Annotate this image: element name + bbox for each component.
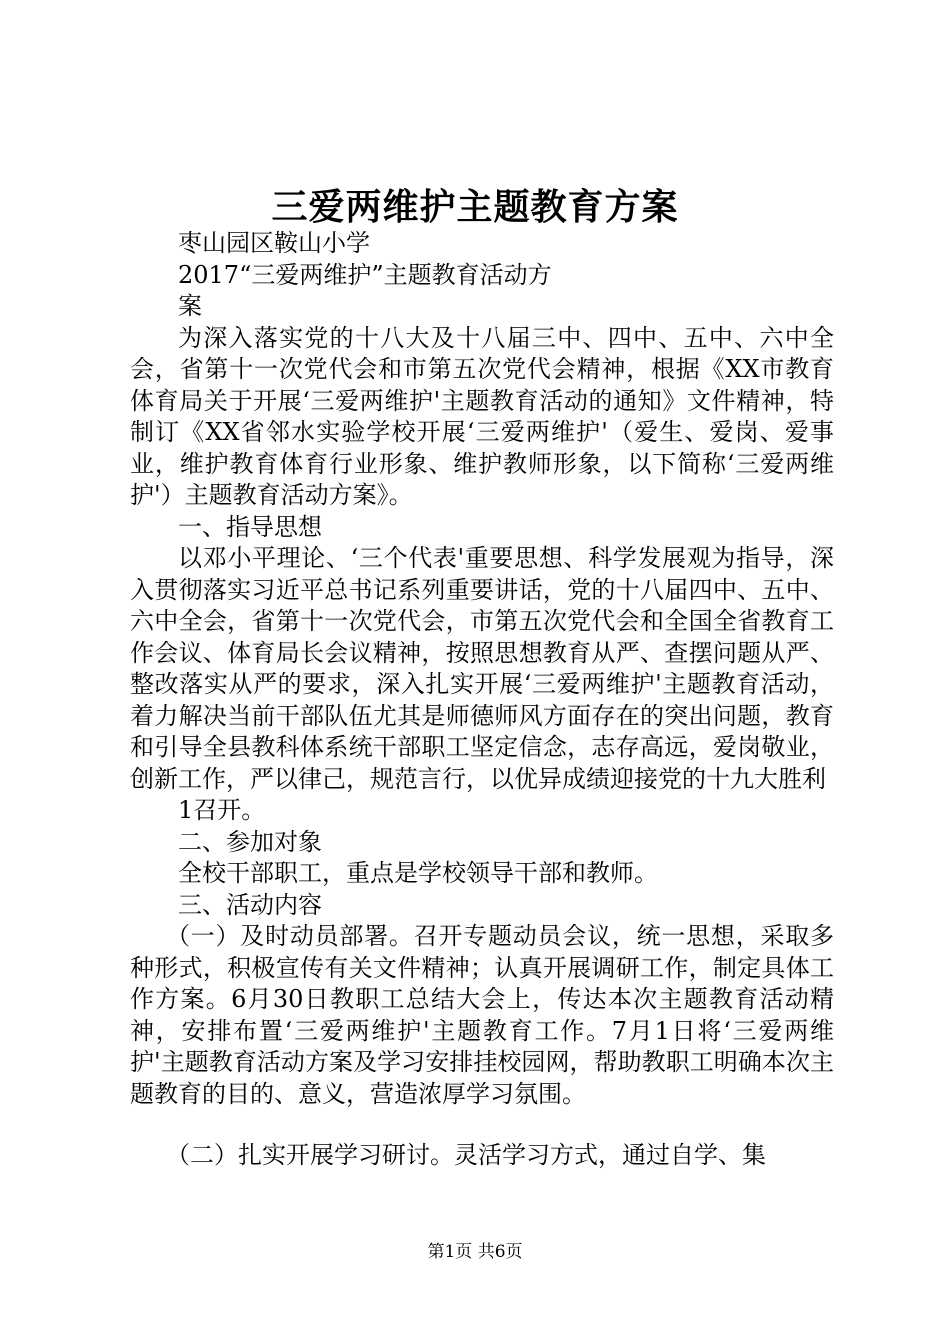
section-heading-participants: 二、参加对象 — [178, 827, 322, 856]
guiding-ideology-continued: 1召开。 — [178, 796, 266, 824]
page-footer: 第1页 共6页 — [427, 1242, 523, 1262]
intro-paragraph: 为深入落实党的十八大及十八届三中、四中、五中、六中全会，省第十一次党代会和市第五次党代会精神，根据《XX市教育体育局关于开展‘三爱两维护'主题教育活动的通知》文件精神，特制订《XX省邻水实验学校开展‘三爱两维护'（爱生、爱岗、爱事业，维护教育体育行业形象、维护教师形象，以下简称‘三爱两维护'）主题教育活动方案》。 — [130, 323, 834, 509]
plan-heading-continued: 案 — [178, 292, 202, 320]
guiding-ideology-paragraph: 以邓小平理论、‘三个代表'重要思想、科学发展观为指导，深入贯彻落实习近平总书记系列重要讲话，党的十八届四中、五中、六中全会，省第十一次党代会，市第五次党代会和全国全省教育工作会议、体育局长会议精神，按照思想教育从严、查摆问题从严、整改落实从严的要求，深入扎实开展‘三爱两维护'主题教育活动，着力解决当前干部队伍尤其是师德师风方面存在的突出问题，教育和引导全县教科体系统干部职工坚定信念，志存高远，爱岗敬业，创新工作，严以律己，规范言行，以优异成绩迎接党的十九大胜利 — [130, 544, 834, 793]
participants-paragraph: 全校干部职工，重点是学校领导干部和教师。 — [178, 859, 658, 887]
section-heading-activities: 三、活动内容 — [178, 890, 322, 919]
school-name: 枣山园区鞍山小学 — [178, 229, 370, 257]
section-heading-guiding-ideology: 一、指导思想 — [178, 512, 322, 541]
plan-heading: 2017“三爱两维护”主题教育活动方 — [178, 260, 552, 289]
document-title: 三爱两维护主题教育方案 — [271, 186, 679, 228]
activity-item-2: （二）扎实开展学习研讨。灵活学习方式，通过自学、集 — [166, 1141, 766, 1169]
document-body — [130, 228, 834, 1172]
activity-item-1: （一）及时动员部署。召开专题动员会议，统一思想，采取多种形式，积极宣传有关文件精神；认真开展调研工作，制定具体工作方案。6月30日教职工总结大会上，传达本次主题教育活动精神，安排布置‘三爱两维护'主题教育工作。7月1日将‘三爱两维护'主题教育活动方案及学习安排挂校园网，帮助教职工明确本次主题教育的目的、意义，营造浓厚学习氛围。 — [130, 922, 834, 1108]
